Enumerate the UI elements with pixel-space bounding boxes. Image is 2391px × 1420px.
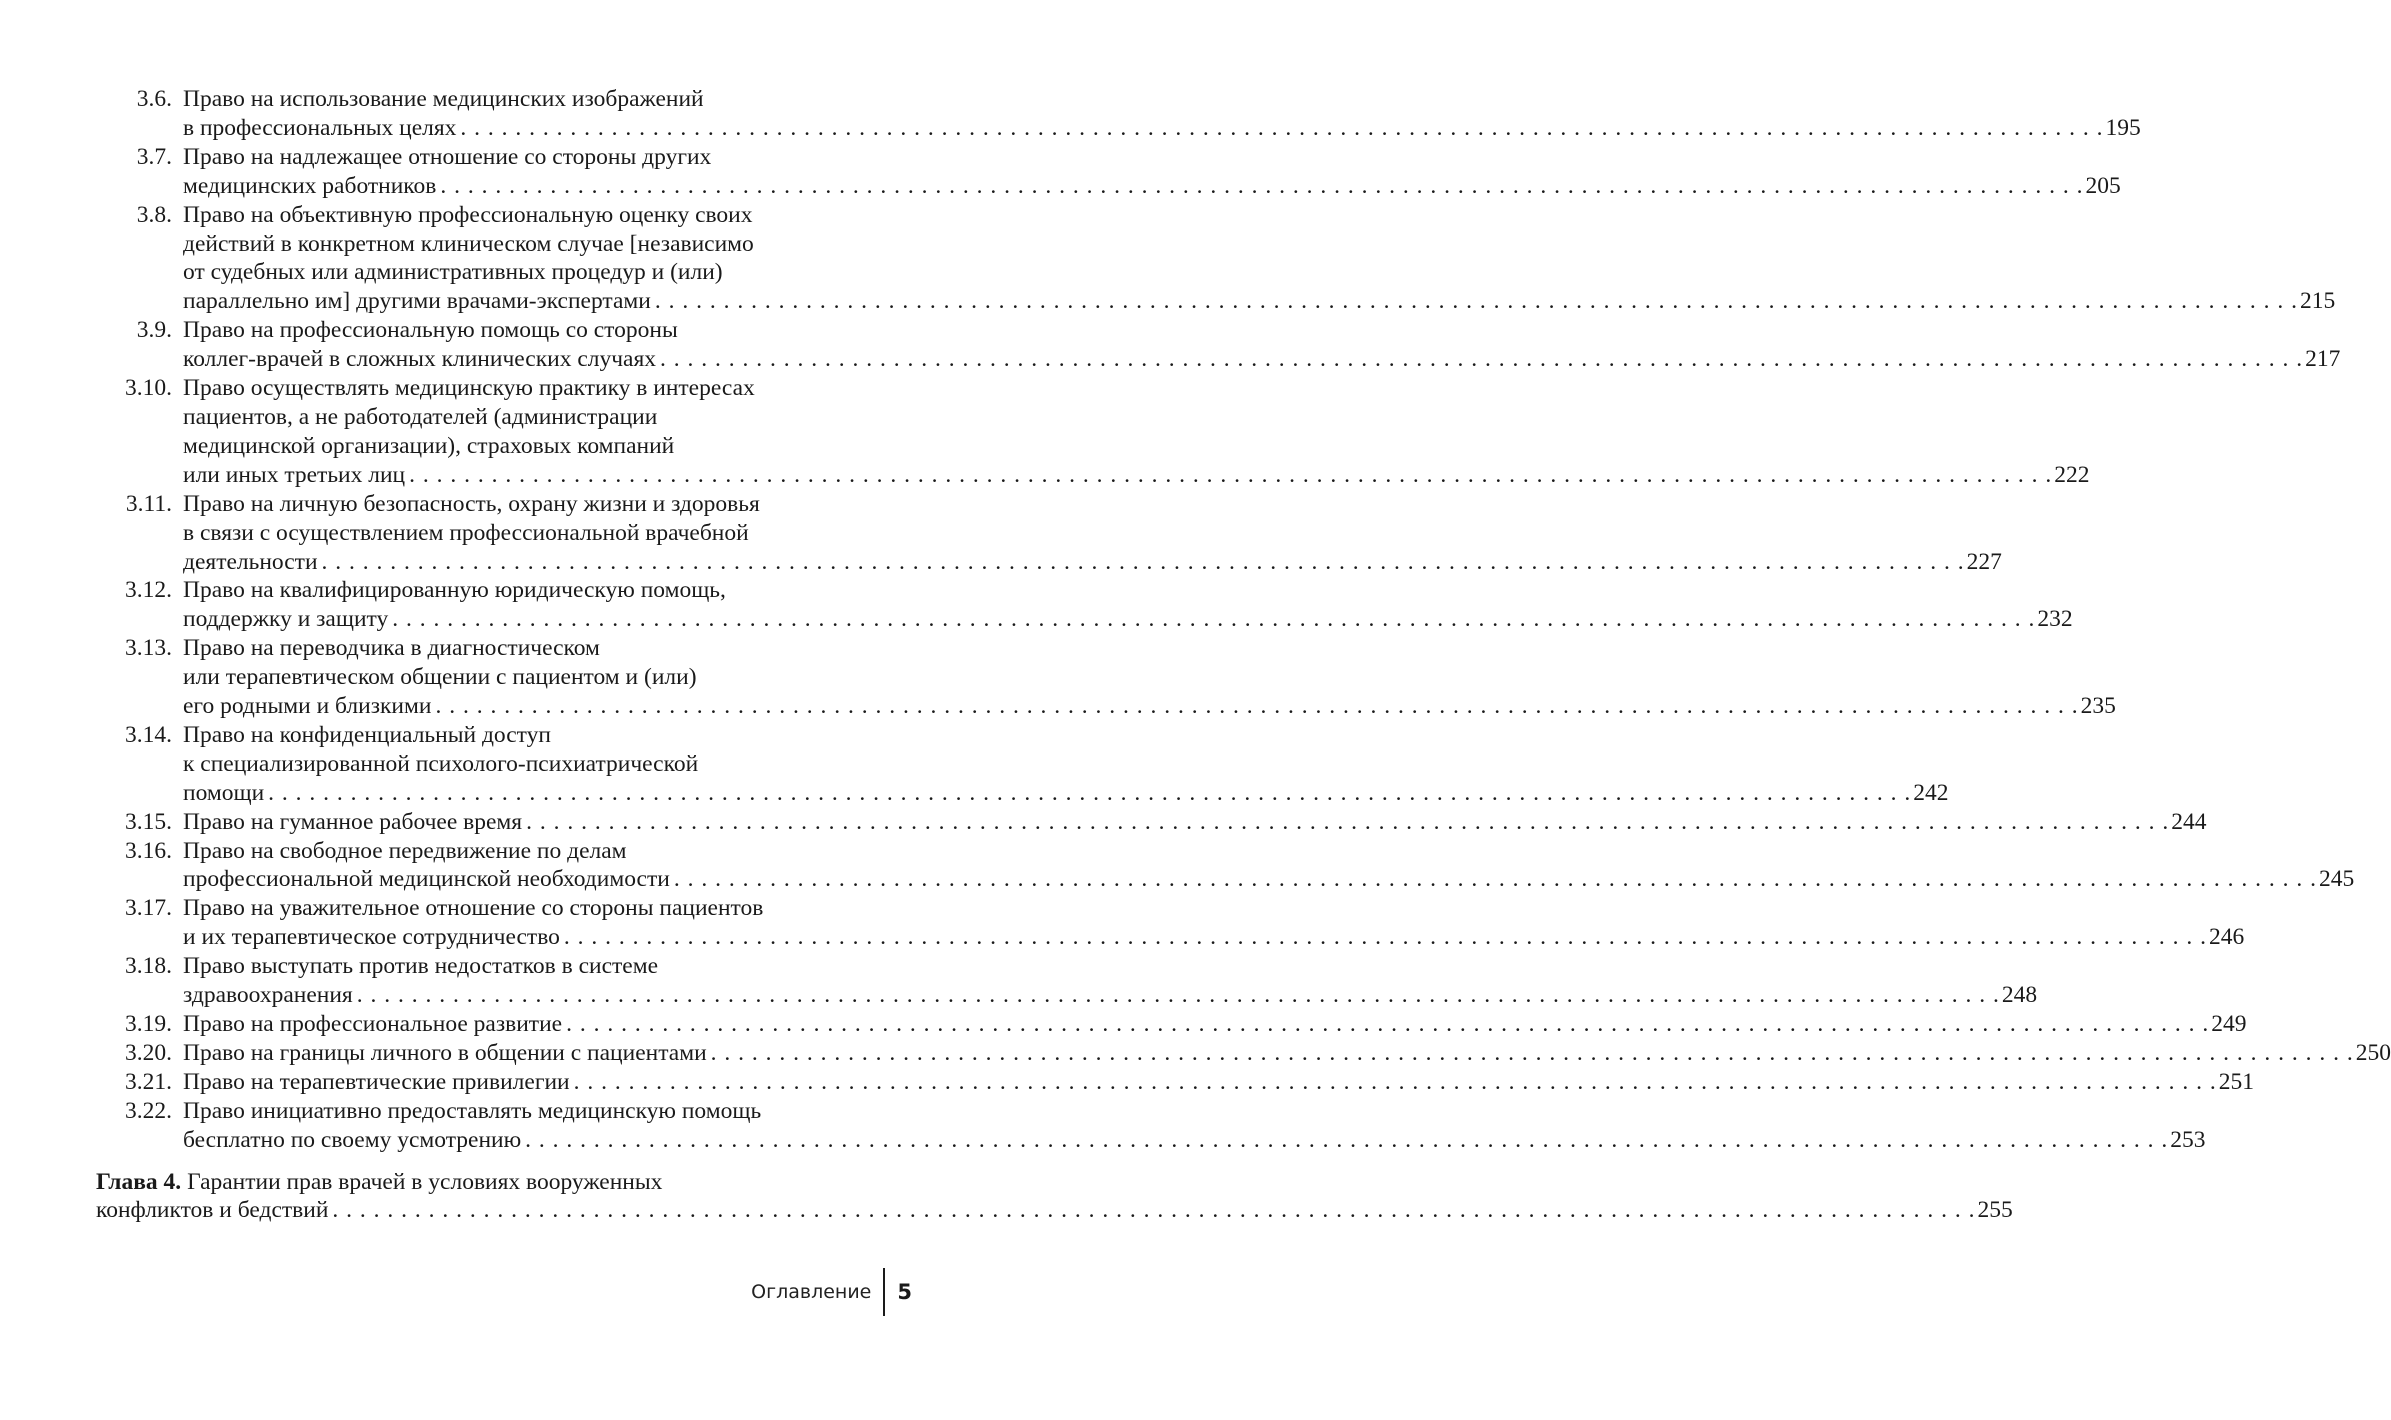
entry-page-number: 253: [2170, 1126, 2206, 1153]
entry-title-line: Право на уважительное отношение со стороны пациентов: [183, 895, 764, 922]
entry-title-line: действий в конкретном клиническом случае [независимо: [183, 230, 754, 257]
entry-title: [183, 316, 2340, 374]
entry-number: 3.10.: [125, 375, 172, 402]
dot-leader: . . . . . . . . . . . . . . . . . . . . . . . . . . . . . . . . . . . . . . . . . . . . . . . . . . . . . . . . . . . . . . . . . . . . . . . . . . . . . . . . . . . . . . . . . . . . . . . . . . . . . . . . . . . . . . . . . . . . . . . .: [268, 779, 1912, 806]
toc-entry: [96, 837, 2355, 895]
entry-title-line: медицинских работников: [183, 172, 437, 199]
toc-entry: [96, 1068, 2254, 1097]
entry-last-line: [183, 548, 2002, 577]
toc-entry: [96, 721, 1949, 808]
entry-title-line: поддержку и защиту: [183, 606, 389, 633]
entry-title-line: Право на профессиональную помощь со стороны: [183, 317, 678, 344]
entry-title-line: его родными и близкими: [183, 693, 432, 720]
entry-title-line: Право на квалифицированную юридическую помощь,: [183, 577, 726, 604]
entry-title: [183, 1068, 2254, 1097]
entry-last-line: [183, 1068, 2254, 1097]
dot-leader: . . . . . . . . . . . . . . . . . . . . . . . . . . . . . . . . . . . . . . . . . . . . . . . . . . . . . . . . . . . . . . . . . . . . . . . . . . . . . . . . . . . . . . . . . . . . . . . . . . . . . . . . . . . . . . . . . . . . . . . .: [563, 924, 2208, 951]
entry-number: 3.14.: [125, 721, 172, 748]
entry-last-line: [183, 1039, 2391, 1068]
toc-entry: [96, 1039, 2391, 1068]
entry-page-number: 249: [2211, 1011, 2247, 1037]
toc-entry: [96, 1010, 2247, 1039]
toc-entry: [96, 143, 2121, 201]
chapter-last-line: [96, 1196, 2013, 1225]
entry-last-line: [183, 779, 1949, 808]
dot-leader: . . . . . . . . . . . . . . . . . . . . . . . . . . . . . . . . . . . . . . . . . . . . . . . . . . . . . . . . . . . . . . . . . . . . . . . . . . . . . . . . . . . . . . . . . . . . . . . . . . . . . . . . . . . . . . . . . . . . . . . .: [332, 1197, 1976, 1224]
dot-leader: . . . . . . . . . . . . . . . . . . . . . . . . . . . . . . . . . . . . . . . . . . . . . . . . . . . . . . . . . . . . . . . . . . . . . . . . . . . . . . . . . . . . . . . . . . . . . . . . . . . . . . . . . . . . . . . . . . . . . . . .: [566, 1011, 2210, 1037]
dot-leader: . . . . . . . . . . . . . . . . . . . . . . . . . . . . . . . . . . . . . . . . . . . . . . . . . . . . . . . . . . . . . . . . . . . . . . . . . . . . . . . . . . . . . . . . . . . . . . . . . . . . . . . . . . . . . . . . . . . . . . . .: [440, 172, 2084, 199]
entry-title: [183, 721, 1949, 808]
table-of-contents: [96, 85, 2391, 1225]
toc-entry: [96, 634, 2116, 721]
dot-leader: . . . . . . . . . . . . . . . . . . . . . . . . . . . . . . . . . . . . . . . . . . . . . . . . . . . . . . . . . . . . . . . . . . . . . . . . . . . . . . . . . . . . . . . . . . . . . . . . . . . . . . . . . . . . . . . . . . . . . . . .: [526, 808, 2170, 835]
toc-entry: [96, 808, 2207, 837]
entry-title-line: в профессиональных целях: [183, 114, 457, 141]
entry-title: [183, 952, 2037, 1010]
dot-leader: . . . . . . . . . . . . . . . . . . . . . . . . . . . . . . . . . . . . . . . . . . . . . . . . . . . . . . . . . . . . . . . . . . . . . . . . . . . . . . . . . . . . . . . . . . . . . . . . . . . . . . . . . . . . . . . . . . . . . . . .: [321, 548, 1965, 575]
entry-number: 3.11.: [125, 490, 172, 517]
entry-title: [183, 634, 2116, 721]
entry-title-line: бесплатно по своему усмотрению: [183, 1126, 522, 1153]
entry-title-line: Право на личную безопасность, охрану жизни и здоровья: [183, 490, 760, 517]
entry-number: 3.18.: [125, 953, 172, 980]
dot-leader: . . . . . . . . . . . . . . . . . . . . . . . . . . . . . . . . . . . . . . . . . . . . . . . . . . . . . . . . . . . . . . . . . . . . . . . . . . . . . . . . . . . . . . . . . . . . . . . . . . . . . . . . . . . . . . . . . . . . . . . .: [356, 982, 2000, 1009]
dot-leader: . . . . . . . . . . . . . . . . . . . . . . . . . . . . . . . . . . . . . . . . . . . . . . . . . . . . . . . . . . . . . . . . . . . . . . . . . . . . . . . . . . . . . . . . . . . . . . . . . . . . . . . . . . . . . . . . . . . . . . . .: [460, 114, 2104, 141]
dot-leader: . . . . . . . . . . . . . . . . . . . . . . . . . . . . . . . . . . . . . . . . . . . . . . . . . . . . . . . . . . . . . . . . . . . . . . . . . . . . . . . . . . . . . . . . . . . . . . . . . . . . . . . . . . . . . . . . . . . . . . . .: [409, 461, 2053, 488]
entry-title: [183, 1010, 2246, 1039]
toc-entry: [96, 576, 2073, 634]
entry-page-number: 232: [2037, 606, 2073, 633]
toc-entry: [96, 1097, 2206, 1155]
chapter-page-number: 255: [1977, 1197, 2013, 1224]
entry-title-line: в связи с осуществлением профессиональной врачебной: [183, 519, 749, 546]
entry-page-number: 245: [2318, 866, 2355, 893]
entry-number: 3.6.: [136, 86, 172, 112]
entry-title-line: Право инициативно предоставлять медицинскую помощь: [183, 1097, 762, 1124]
entry-title-line: помощи: [183, 779, 265, 806]
entry-last-line: [183, 1126, 2206, 1155]
entry-number: 3.19.: [125, 1011, 172, 1037]
entry-last-line: [183, 172, 2121, 201]
entry-title-line: Право на свободное передвижение по делам: [183, 837, 627, 864]
entry-title-line: Право на объективную профессиональную оценку своих: [183, 201, 753, 228]
entry-page-number: 250: [2355, 1039, 2391, 1066]
entry-last-line: [183, 605, 2073, 634]
entry-title-line: пациентов, а не работодателей (администрации: [183, 403, 658, 430]
entry-title-line: и их терапевтическое сотрудничество: [183, 924, 560, 951]
page-number: 5: [897, 1280, 912, 1304]
entry-number: 3.13.: [125, 635, 172, 662]
toc-entry: [96, 894, 2245, 952]
entry-page-number: 242: [1913, 779, 1949, 806]
entry-last-line: [183, 1010, 2246, 1039]
chapter-title-line: конфликтов и бедствий: [96, 1197, 329, 1224]
dot-leader: . . . . . . . . . . . . . . . . . . . . . . . . . . . . . . . . . . . . . . . . . . . . . . . . . . . . . . . . . . . . . . . . . . . . . . . . . . . . . . . . . . . . . . . . . . . . . . . . . . . . . . . . . . . . . . . . . . . . . . . .: [660, 346, 2304, 373]
entry-title-line: профессиональной медицинской необходимости: [183, 866, 670, 893]
entry-number: 3.8.: [136, 201, 172, 228]
entry-last-line: [183, 692, 2116, 721]
entry-page-number: 217: [2305, 346, 2341, 373]
entry-title: [183, 490, 2002, 577]
entry-title: [183, 1097, 2206, 1155]
entry-title-line: здравоохранения: [183, 982, 353, 1009]
entry-page-number: 205: [2085, 172, 2121, 199]
entry-last-line: [183, 461, 2090, 490]
entry-title: [183, 837, 2354, 895]
entry-title-line: параллельно им] другими врачами-экспертами: [183, 288, 651, 315]
entry-number: 3.21.: [125, 1068, 172, 1095]
entry-title: [183, 808, 2206, 837]
entry-title-line: или иных третьих лиц: [183, 461, 406, 488]
chapter-title-line: [96, 1168, 888, 1197]
entry-title-line: медицинской организации), страховых компаний: [183, 432, 675, 459]
page-footer: [751, 1268, 912, 1316]
entry-title-line: Право осуществлять медицинскую практику в интересах: [183, 375, 755, 402]
entry-title-line: Право на переводчика в диагностическом: [183, 635, 600, 662]
entry-title-line: Право на профессиональное развитие: [183, 1011, 563, 1037]
entry-page-number: 227: [1966, 548, 2002, 575]
dot-leader: . . . . . . . . . . . . . . . . . . . . . . . . . . . . . . . . . . . . . . . . . . . . . . . . . . . . . . . . . . . . . . . . . . . . . . . . . . . . . . . . . . . . . . . . . . . . . . . . . . . . . . . . . . . . . . . . . . . . . . . .: [654, 288, 2298, 315]
entry-title-line: Право на гуманное рабочее время: [183, 808, 523, 835]
entry-last-line: [183, 808, 2206, 837]
toc-entry: [96, 85, 2141, 143]
entry-number: 3.22.: [125, 1097, 172, 1124]
toc-entry: [96, 316, 2341, 374]
entry-page-number: 251: [2218, 1068, 2254, 1095]
dot-leader: . . . . . . . . . . . . . . . . . . . . . . . . . . . . . . . . . . . . . . . . . . . . . . . . . . . . . . . . . . . . . . . . . . . . . . . . . . . . . . . . . . . . . . . . . . . . . . . . . . . . . . . . . . . . . . . . . . . . . . . .: [392, 606, 2036, 633]
chapter-label: Глава 4.: [96, 1168, 182, 1195]
entry-page-number: 195: [2105, 114, 2141, 141]
chapter-entry: [96, 1168, 2013, 1226]
dot-leader: . . . . . . . . . . . . . . . . . . . . . . . . . . . . . . . . . . . . . . . . . . . . . . . . . . . . . . . . . . . . . . . . . . . . . . . . . . . . . . . . . . . . . . . . . . . . . . . . . . . . . . . . . . . . . . . . . . . . . . . .: [435, 693, 2079, 720]
entry-last-line: [183, 923, 2244, 952]
entry-title-line: Право на терапевтические привилегии: [183, 1068, 570, 1095]
entry-title: [183, 1039, 2391, 1068]
entry-title: [183, 143, 2121, 201]
chapter-title: Гарантии прав врачей в условиях вооруженных: [187, 1168, 663, 1195]
entry-page-number: 235: [2080, 693, 2116, 720]
entry-title-line: Право на надлежащее отношение со стороны других: [183, 143, 712, 170]
entry-title: [183, 85, 2141, 143]
entry-title-line: Право на конфиденциальный доступ: [183, 721, 551, 748]
running-header-section: Оглавление: [751, 1281, 872, 1303]
toc-entry: [96, 374, 2090, 490]
entry-number: 3.15.: [125, 808, 172, 835]
entry-title: [183, 374, 2090, 490]
dot-leader: . . . . . . . . . . . . . . . . . . . . . . . . . . . . . . . . . . . . . . . . . . . . . . . . . . . . . . . . . . . . . . . . . . . . . . . . . . . . . . . . . . . . . . . . . . . . . . . . . . . . . . . . . . . . . . . . . . . . . . . .: [673, 866, 2317, 893]
entry-page-number: 246: [2209, 924, 2245, 951]
entry-last-line: [183, 114, 2141, 143]
entry-last-line: [183, 981, 2037, 1010]
entry-number: 3.20.: [125, 1039, 172, 1066]
entry-title-line: Право на границы личного в общении с пациентами: [183, 1039, 707, 1066]
entry-page-number: 222: [2054, 461, 2090, 488]
entry-title-line: Право выступать против недостатков в системе: [183, 953, 659, 980]
entry-last-line: [183, 865, 2354, 894]
entry-title-line: Право на использование медицинских изображений: [183, 86, 704, 112]
entry-number: 3.12.: [125, 577, 172, 604]
dot-leader: . . . . . . . . . . . . . . . . . . . . . . . . . . . . . . . . . . . . . . . . . . . . . . . . . . . . . . . . . . . . . . . . . . . . . . . . . . . . . . . . . . . . . . . . . . . . . . . . . . . . . . . . . . . . . . . . . . . . . . . .: [525, 1126, 2169, 1153]
entry-title-line: коллег-врачей в сложных клинических случаях: [183, 346, 657, 373]
entry-title-line: деятельности: [183, 548, 318, 575]
entry-title-line: к специализированной психолого-психиатрической: [183, 750, 699, 777]
entry-title-line: от судебных или административных процедур и (или): [183, 259, 723, 286]
entry-number: 3.9.: [136, 317, 172, 344]
toc-entry: [96, 201, 2336, 317]
entry-title: [183, 894, 2244, 952]
entry-title: [183, 201, 2335, 317]
entry-last-line: [183, 287, 2335, 316]
toc-entry: [96, 952, 2038, 1010]
entry-last-line: [183, 345, 2340, 374]
entry-number: 3.16.: [125, 837, 172, 864]
toc-entry: [96, 490, 2002, 577]
dot-leader: . . . . . . . . . . . . . . . . . . . . . . . . . . . . . . . . . . . . . . . . . . . . . . . . . . . . . . . . . . . . . . . . . . . . . . . . . . . . . . . . . . . . . . . . . . . . . . . . . . . . . . . . . . . . . . . . . . . . . . . .: [710, 1039, 2354, 1066]
entry-number: 3.7.: [136, 143, 172, 170]
entry-title-line: или терапевтическом общении с пациентом и (или): [183, 664, 697, 691]
entry-page-number: 215: [2299, 288, 2336, 315]
entry-number: 3.17.: [125, 895, 172, 922]
entry-page-number: 248: [2001, 982, 2038, 1009]
dot-leader: . . . . . . . . . . . . . . . . . . . . . . . . . . . . . . . . . . . . . . . . . . . . . . . . . . . . . . . . . . . . . . . . . . . . . . . . . . . . . . . . . . . . . . . . . . . . . . . . . . . . . . . . . . . . . . . . . . . . . . . .: [573, 1068, 2217, 1095]
entry-page-number: 244: [2171, 808, 2207, 835]
entry-title: [183, 576, 2073, 634]
